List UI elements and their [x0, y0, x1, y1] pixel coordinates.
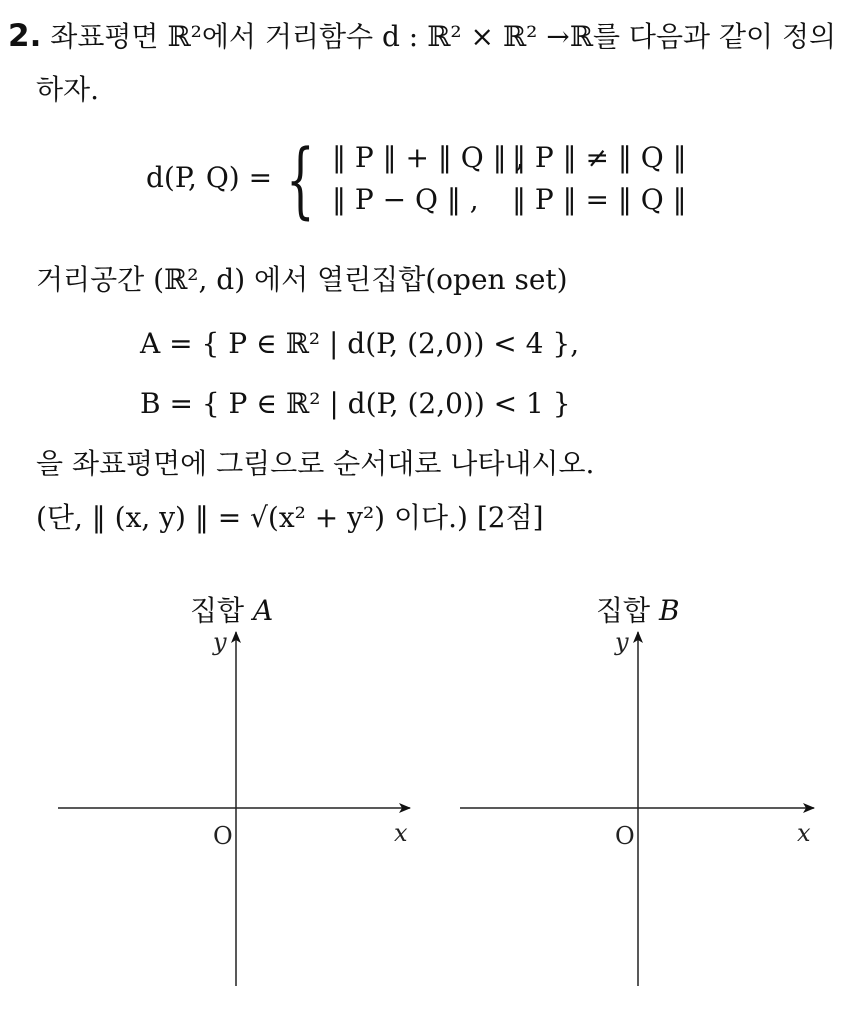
- graph-b-title-var: B: [659, 594, 680, 627]
- graph-a-title-prefix: 집합: [190, 594, 245, 627]
- definition-case-2-expr: ‖ P − Q ‖ ,: [332, 183, 479, 216]
- problem-intro-text: 좌표평면 ℝ²에서 거리함수 d : ℝ² × ℝ² →ℝ를 다음과 같이 정의: [50, 20, 837, 53]
- note-line: (단, ‖ (x, y) ‖ = √(x² + y²) 이다.) [2점]: [36, 501, 544, 534]
- definition-case-2-cond: ‖ P ‖ = ‖ Q ‖: [512, 183, 687, 216]
- graph-a-title: [190, 594, 273, 628]
- definition-case-1-expr: ‖ P ‖ + ‖ Q ‖ ,: [332, 141, 525, 174]
- graph-a-x-label: x: [394, 819, 408, 847]
- metric-space-line: 거리공간 (ℝ², d) 에서 열린집합(open set): [36, 263, 568, 296]
- graph-b-y-label: y: [615, 628, 629, 656]
- graph-a-title-var: A: [253, 594, 274, 627]
- problem-intro-line-2: 하자.: [36, 73, 99, 106]
- graph-b-title-prefix: 집합: [596, 594, 651, 627]
- set-b-definition: B = { P ∈ ℝ² | d(P, (2,0)) < 1 }: [140, 387, 571, 420]
- problem-number: 2.: [8, 18, 42, 54]
- set-a-definition: A = { P ∈ ℝ² | d(P, (2,0)) < 4 },: [140, 327, 580, 360]
- graph-b-title: [596, 594, 680, 628]
- definition-brace: {: [286, 133, 315, 228]
- definition-lhs: d(P, Q) =: [146, 161, 273, 194]
- graph-b-x-label: x: [797, 819, 811, 847]
- graph-a-origin-label: O: [213, 822, 233, 850]
- instruction-line: 을 좌표평면에 그림으로 순서대로 나타내시오.: [36, 447, 595, 480]
- graph-a-y-label: y: [213, 628, 227, 656]
- definition-case-1-cond: ‖ P ‖ ≠ ‖ Q ‖: [512, 141, 687, 174]
- problem-intro-line-1: [8, 18, 836, 55]
- graph-b-origin-label: O: [615, 822, 635, 850]
